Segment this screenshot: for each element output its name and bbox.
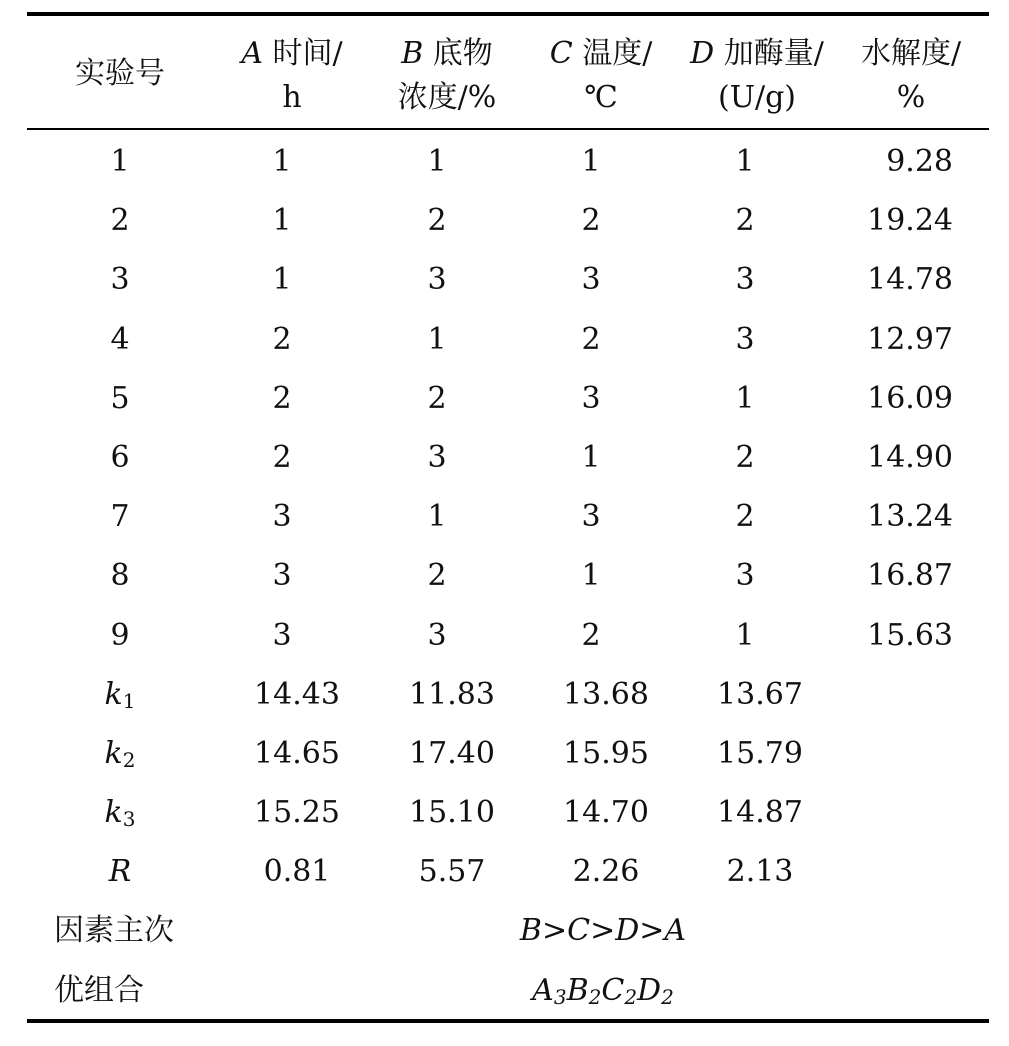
header-d-line1: D 加酶量/ <box>690 36 824 71</box>
b-level-cell: 2 <box>427 558 447 593</box>
stat-value-cell: 5.57 <box>418 854 486 889</box>
stat-subscript: 2 <box>122 748 136 772</box>
exp-no-cell: 7 <box>110 499 130 534</box>
hydrolysis-cell: 12.97 <box>867 322 953 357</box>
a-level-cell: 3 <box>272 618 292 653</box>
d-level-cell: 1 <box>735 144 755 179</box>
hydrolysis-cell: 16.87 <box>867 558 953 593</box>
c-level-cell: 3 <box>581 381 601 416</box>
a-level-cell: 1 <box>272 262 292 297</box>
header-b-line1: B 底物 <box>401 36 493 71</box>
hydrolysis-cell: 14.90 <box>867 440 953 475</box>
stat-value-cell: 2.13 <box>726 854 794 889</box>
hydrolysis-cell: 15.63 <box>867 618 953 653</box>
header-a-time <box>241 32 342 120</box>
stat-label <box>105 734 136 774</box>
header-h-line1: 水解度/ <box>860 36 962 71</box>
header-a-line1: A 时间/ <box>241 36 343 71</box>
b-level-cell: 1 <box>427 322 447 357</box>
d-level-cell: 1 <box>735 381 755 416</box>
b-level-cell: 1 <box>427 499 447 534</box>
hydrolysis-cell: 16.09 <box>867 381 953 416</box>
stat-value-cell: 0.81 <box>263 854 331 889</box>
stat-value-cell: 14.70 <box>563 795 649 830</box>
exp-no-cell: 1 <box>110 144 130 179</box>
stat-value-cell: 15.95 <box>563 736 649 771</box>
optimal-combination-value <box>532 971 674 1011</box>
stat-value-cell: 17.40 <box>409 736 495 771</box>
a-level-cell: 3 <box>272 558 292 593</box>
a-level-cell: 3 <box>272 499 292 534</box>
stat-value-cell: 11.83 <box>409 677 495 712</box>
c-level-cell: 1 <box>581 558 601 593</box>
factor-order-label: 因素主次 <box>54 913 174 948</box>
optimal-level: 2 <box>588 985 602 1009</box>
stat-symbol: R <box>108 854 132 889</box>
stat-value-cell: 15.25 <box>254 795 340 830</box>
c-level-cell: 1 <box>581 144 601 179</box>
header-b-line2: 浓度/% <box>397 80 497 115</box>
hydrolysis-cell: 19.24 <box>867 203 953 238</box>
a-level-cell: 2 <box>272 440 292 475</box>
stat-label <box>105 793 136 833</box>
c-level-cell: 2 <box>581 203 601 238</box>
header-c-line1: C 温度/ <box>549 36 653 71</box>
header-b-concentration <box>398 32 497 120</box>
stat-value-cell: 14.65 <box>254 736 340 771</box>
c-level-cell: 1 <box>581 440 601 475</box>
b-level-cell: 1 <box>427 144 447 179</box>
b-level-cell: 3 <box>427 262 447 297</box>
stat-value-cell: 14.43 <box>254 677 340 712</box>
b-level-cell: 3 <box>427 440 447 475</box>
header-exp-no: 实验号 <box>75 56 165 91</box>
d-level-cell: 3 <box>735 558 755 593</box>
optimal-level: 2 <box>624 985 638 1009</box>
d-level-cell: 3 <box>735 262 755 297</box>
a-level-cell: 2 <box>272 322 292 357</box>
top-rule <box>27 12 989 16</box>
b-level-cell: 2 <box>427 381 447 416</box>
header-d-enzyme <box>690 32 824 120</box>
stat-subscript: 3 <box>122 807 136 831</box>
hydrolysis-cell: 9.28 <box>886 144 953 179</box>
header-d-line2: (U/g) <box>717 80 796 115</box>
exp-no-cell: 3 <box>110 262 130 297</box>
factor-order-value: B>C>D>A <box>519 913 687 948</box>
d-level-cell: 2 <box>735 440 755 475</box>
stat-value-cell: 13.67 <box>717 677 803 712</box>
stat-value-cell: 15.79 <box>717 736 803 771</box>
b-level-cell: 2 <box>427 203 447 238</box>
stat-label <box>109 852 132 892</box>
d-level-cell: 2 <box>735 203 755 238</box>
c-level-cell: 3 <box>581 499 601 534</box>
exp-no-cell: 9 <box>110 618 130 653</box>
d-level-cell: 3 <box>735 322 755 357</box>
optimal-level: 2 <box>661 985 674 1009</box>
optimal-combination-label: 优组合 <box>54 973 144 1008</box>
stat-subscript: 1 <box>122 689 136 713</box>
a-level-cell: 1 <box>272 144 292 179</box>
c-level-cell: 3 <box>581 262 601 297</box>
optimal-factor: B <box>566 973 589 1008</box>
a-level-cell: 2 <box>272 381 292 416</box>
optimal-factor: C <box>601 973 625 1008</box>
exp-no-cell: 5 <box>110 381 130 416</box>
optimal-level: 3 <box>553 985 567 1009</box>
stat-value-cell: 15.10 <box>409 795 495 830</box>
header-c-line2: ℃ <box>584 80 618 115</box>
d-level-cell: 1 <box>735 618 755 653</box>
header-c-temperature <box>550 32 653 120</box>
exp-no-cell: 8 <box>110 558 130 593</box>
c-level-cell: 2 <box>581 618 601 653</box>
stat-label <box>105 675 136 715</box>
stat-value-cell: 14.87 <box>717 795 803 830</box>
d-level-cell: 2 <box>735 499 755 534</box>
header-rule <box>27 128 989 130</box>
c-level-cell: 2 <box>581 322 601 357</box>
optimal-factor: D <box>637 973 662 1008</box>
hydrolysis-cell: 14.78 <box>867 262 953 297</box>
stat-symbol: k <box>104 677 123 712</box>
header-a-line2: h <box>282 80 302 115</box>
optimal-factor: A <box>532 973 554 1008</box>
stat-value-cell: 2.26 <box>572 854 640 889</box>
bottom-rule <box>27 1019 989 1023</box>
stat-value-cell: 13.68 <box>563 677 649 712</box>
exp-no-cell: 6 <box>110 440 130 475</box>
stat-symbol: k <box>104 736 123 771</box>
header-hydrolysis <box>861 32 961 120</box>
hydrolysis-cell: 13.24 <box>867 499 953 534</box>
stat-symbol: k <box>104 795 123 830</box>
a-level-cell: 1 <box>272 203 292 238</box>
exp-no-cell: 4 <box>110 322 130 357</box>
header-h-line2: % <box>896 80 926 115</box>
exp-no-cell: 2 <box>110 203 130 238</box>
b-level-cell: 3 <box>427 618 447 653</box>
